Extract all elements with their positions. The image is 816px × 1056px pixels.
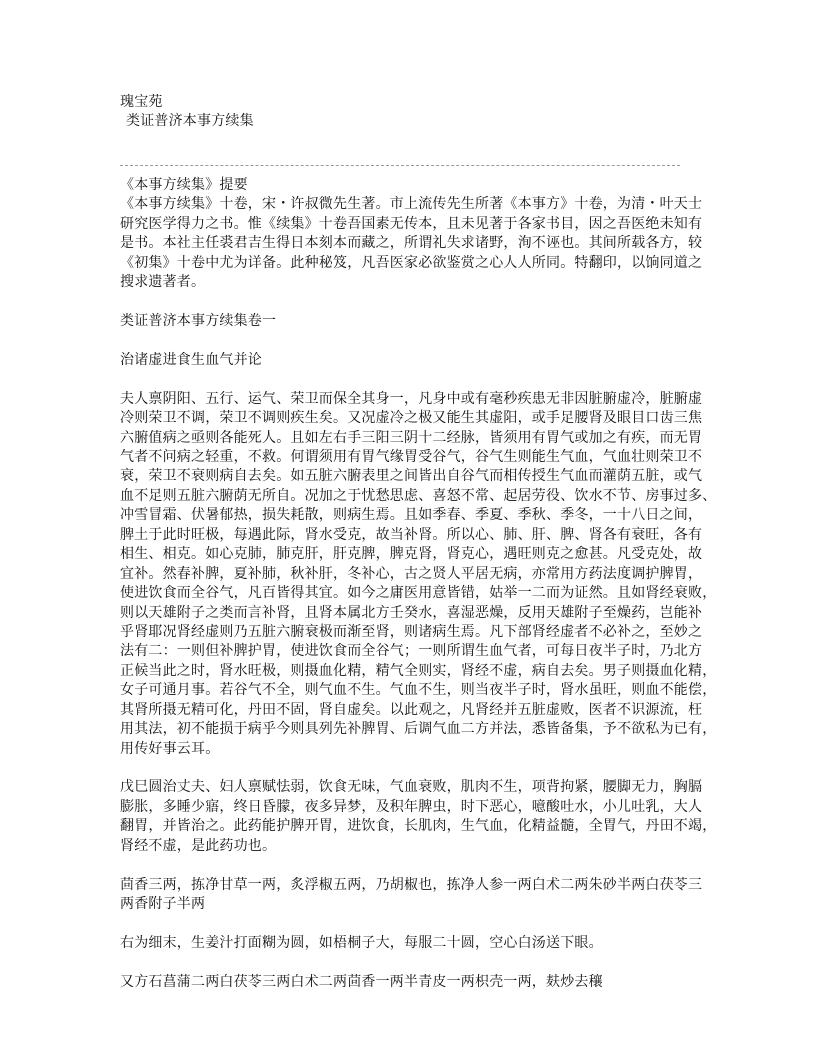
text-line: 茴香三两，拣净甘草一两，炙浮椒五两，乃胡椒也，拣净人参一两白术二两朱砂半两白茯苓三 xyxy=(120,876,703,893)
text-line: 冲雪冒霜、伏暑郁热，损失耗散，则病生焉。且如季春、季夏、季秋、季冬，一十八日之间， xyxy=(120,507,703,524)
text-line: 乎肾耶况肾经虚则乃五脏六腑衰极而渐至肾，则诸病生焉。凡下部肾经虚者不必补之，至妙之 xyxy=(120,623,703,640)
ingredients-paragraph xyxy=(120,876,703,915)
section-title: 治诸虚进食生血气并论 xyxy=(120,351,262,368)
discourse-paragraph xyxy=(120,390,717,759)
text-line: 气者不问病之轻重，不救。何谓须用有胃气缘胃受谷气，谷气生则能生气血，气血壮则荣卫不 xyxy=(120,449,703,465)
preface-section xyxy=(120,176,703,293)
preface-line: 是书。本社主任裘君吉生得日本刻本而藏之，所谓礼失求诸野，洵不诬也。其间所载各方，较 xyxy=(120,235,703,252)
text-line: 血不足则五脏六腑荫无所自。况加之于忧愁思虑、喜怒不常、起居劳役、饮水不节、房事过多、 xyxy=(120,487,717,504)
preface-heading: 《本事方续集》提要 xyxy=(120,176,248,193)
text-line: 相生、相克。如心克肺，肺克肝，肝克脾，脾克肾，肾克心，遇旺则克之愈甚。凡受克处，故 xyxy=(120,546,703,563)
text-line: 肾经不虚，是此药功也。 xyxy=(120,837,277,854)
book-title: 类证普济本事方续集 xyxy=(126,113,254,130)
text-line: 用其法，初不能损于病乎今则具列先补脾胃、后调气血二方并法，悉皆备集，予不欲私为已有， xyxy=(120,721,717,738)
text-line: 正候当此之时，肾水旺极，则摄血化精，精气全则实，肾经不虚，病自去矣。男子则摄血化精， xyxy=(120,662,717,679)
text-line: 宜补。然春补脾，夏补肺，秋补肝，冬补心，古之贤人平居无病，亦常用方药法度调护脾胃， xyxy=(120,565,703,582)
text-line: 冷则荣卫不调，荣卫不调则疾生矣。又况虚冷之极又能生其虚阳，或手足腰肾及眼目口齿三焦 xyxy=(120,410,703,427)
preface-line: 搜求遗著者。 xyxy=(120,274,206,291)
preface-line: 研究医学得力之书。惟《续集》十卷吾国素无传本，且未见著于各家书目，因之吾医绝未知有 xyxy=(120,215,703,232)
text-line: 戊巳圆治丈夫、妇人禀赋怯弱，饮食无味，气血衰败，肌肉不生，项背拘紧，腰脚无力，胸膈 xyxy=(120,779,703,796)
document-body xyxy=(120,93,717,992)
text-line: 衰，荣卫不衰则病自去矣。如五脏六腑表里之间皆出自谷气而相传授生气血而灌荫五脏，或气 xyxy=(120,468,703,485)
text-line: 夫人禀阴阳、五行、运气、荣卫而保全其身一，凡身中或有毫秒疾患无非因脏腑虚冷，脏腑虚 xyxy=(120,390,703,407)
text-line: 则以天雄附子之类而言补肾，且肾本属北方壬癸水，喜湿恶燥，反用天雄附子至燥药，岂能补 xyxy=(120,604,703,621)
preface-line: 《初集》十卷中尤为详备。此种秘笈，凡吾医家必欲鉴赏之心人人所同。特翻印，以饷同道之 xyxy=(120,254,703,271)
text-line: 两香附子半两 xyxy=(120,896,206,913)
text-line: 使进饮食而全谷气，凡百皆得其宜。如今之庸医用意皆错，姑举一二而为证然。且如肾经衰败， xyxy=(120,585,717,602)
text-line: 女子可通月事。若谷气不全，则气血不生。气血不生，则当夜半子时，肾水虽旺，则血不能偿， xyxy=(120,682,717,699)
formula-indications-paragraph xyxy=(120,778,717,856)
site-title: 瑰宝苑 xyxy=(120,94,163,110)
text-line: 翻胃，并皆治之。此药能护脾开胃，进饮食，长肌肉，生气血，化精益髓，全胃气，丹田不竭， xyxy=(120,818,717,835)
volume-title: 类证普济本事方续集卷一 xyxy=(120,312,277,329)
text-line: 其肾所摄无精可化，丹田不固，肾自虚矣。以此观之，凡肾经并五脏虚败，医者不识源流，枉 xyxy=(120,701,703,718)
divider xyxy=(120,165,680,166)
alternate-formula-paragraph: 又方石菖蒲二两白茯苓三两白术二两茴香一两半青皮一两枳壳一两，麸炒去穰 xyxy=(120,973,603,990)
text-line: 用传好事云耳。 xyxy=(120,740,220,757)
text-line: 膨胀，多睡少寤，终日昏朦，夜多异梦，及积年脾虫，时下恶心，噫酸吐水，小儿吐乳，大人 xyxy=(120,798,703,815)
text-line: 脾土于此时旺极，每遇此际，肾水受克，故当补肾。所以心、肺、肝、脾、肾各有衰旺，各有 xyxy=(120,526,703,543)
preface-line: 《本事方续集》十卷，宋・许叔微先生著。市上流传先生所著《本事方》十卷，为清・叶天士 xyxy=(120,196,703,213)
preparation-paragraph: 右为细末，生姜汁打面糊为圆，如梧桐子大，每服二十圆，空心白汤送下眼。 xyxy=(120,934,603,951)
text-line: 六腑值病之亟则各能死人。且如左右手三阳三阴十二经脉，皆须用有胃气或加之有疾，而无胃 xyxy=(120,429,703,446)
text-line: 法有二：一则但补脾护胃，使进饮食而全谷气；一则所谓生血气者，可每日夜半子时，乃北方 xyxy=(120,643,703,660)
